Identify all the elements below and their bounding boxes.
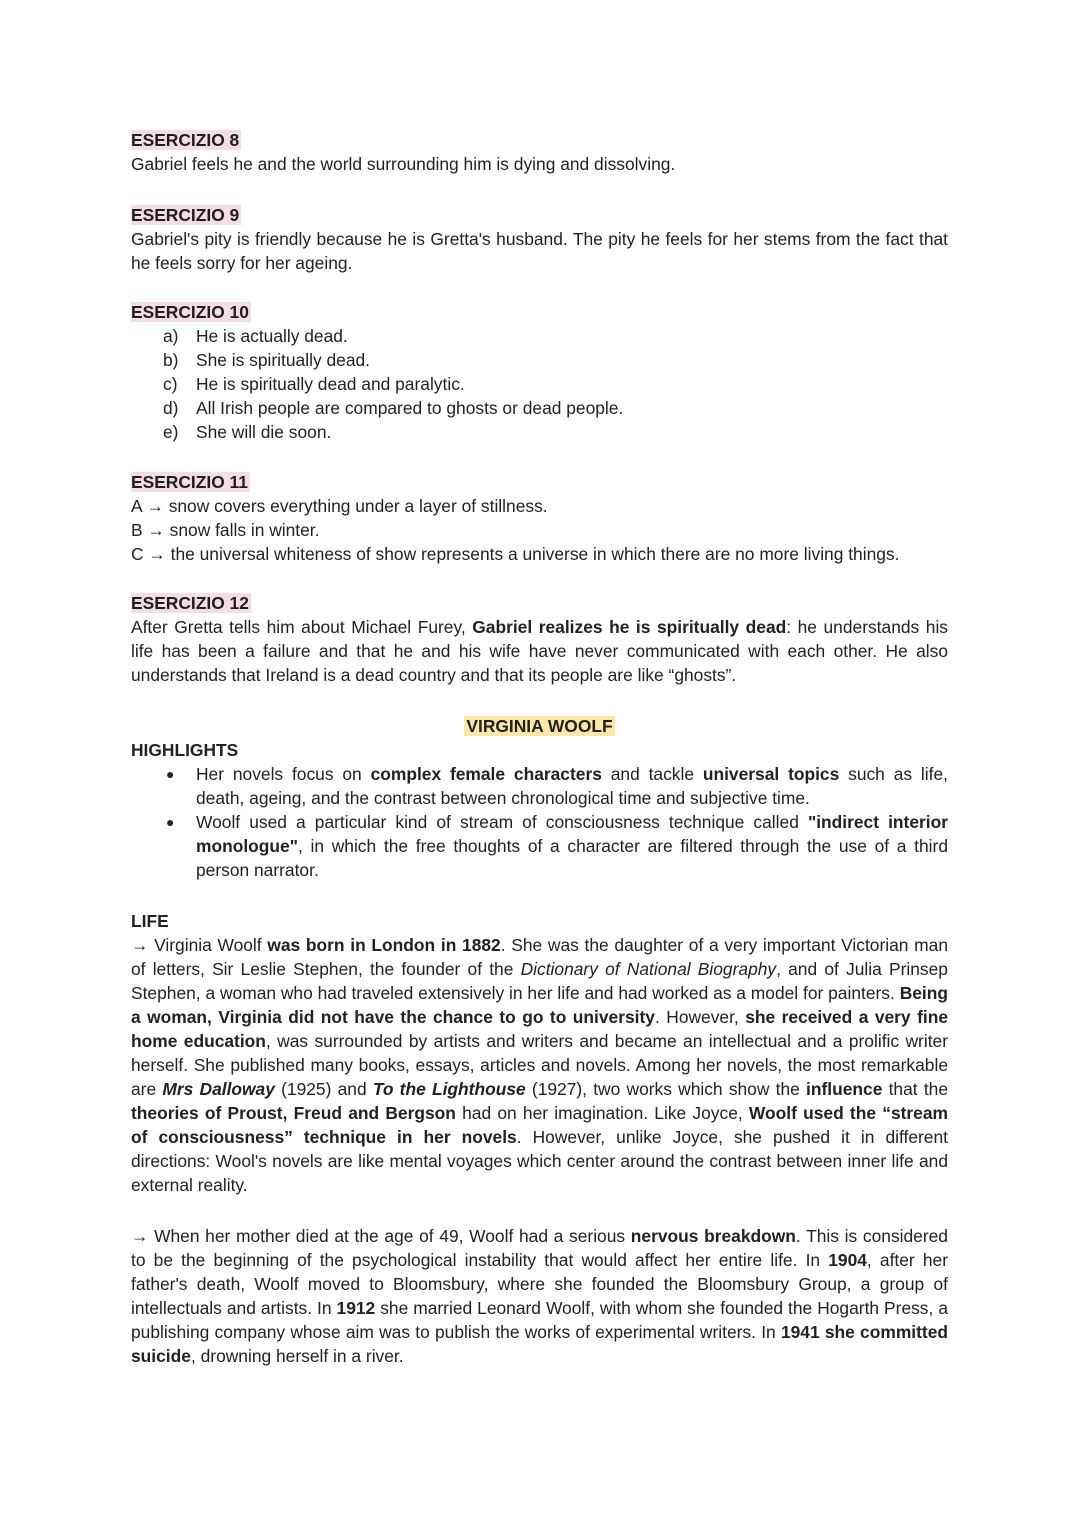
text-run: (1925) and: [274, 1079, 373, 1099]
text-run: and tackle: [601, 764, 703, 784]
exercise-9-heading: ESERCIZIO 9: [131, 205, 240, 225]
life-section: [131, 909, 948, 1368]
text-run: . However, unlike Joyce, she pushed it in different directions: Wool's novels are like mental voyages which center around the contrast between inner life and external reality.: [131, 1127, 948, 1195]
text-run: , and of Julia Prinsep Stephen, a woman who had traveled extensively in her life and had worked as a model for painters.: [131, 959, 948, 1003]
text-run-bold: Gabriel realizes he is spiritually dead: [472, 617, 787, 637]
text-run: she married Leonard Woolf, with whom she founded the Hogarth Press, a publishing company whose aim was to publish the works of experimental writers. In: [131, 1298, 948, 1342]
list-item: [131, 762, 948, 810]
text-run-italic: Dictionary of National Biography: [520, 959, 777, 979]
text-run: After Gretta tells him about Michael Furey,: [131, 617, 473, 637]
text-run-bold: nervous breakdown: [630, 1226, 796, 1246]
text-run: → Virginia Woolf: [131, 935, 268, 955]
exercise-10-heading: ESERCIZIO 10: [131, 302, 249, 322]
exercise-8-heading: ESERCIZIO 8: [131, 130, 240, 150]
bullet-icon: ●: [166, 814, 175, 830]
text-run: such as life, death, ageing, and the contrast between chronological time and subjective time.: [196, 764, 948, 808]
list-item-text: [196, 762, 948, 810]
text-run: (1927), two works which show the: [525, 1079, 807, 1099]
exercise-11-line-c: C → the universal whiteness of show represents a universe in which there are no more living things.: [131, 544, 900, 564]
text-run: , drowning herself in a river.: [190, 1346, 404, 1366]
text-run: Her novels focus on: [196, 764, 371, 784]
list-item-label: b): [163, 350, 179, 370]
text-run: : he understands his life has been a failure and that he and his wife have never communicated with each other. He also understands that Ireland is a dead country and that its people are like “ghosts”.: [131, 617, 949, 685]
text-run-bold: Woolf used the “stream of consciousness” technique in her novels: [131, 1103, 948, 1147]
exercise-8-text: Gabriel feels he and the world surrounding him is dying and dissolving.: [131, 154, 676, 174]
document-body: [131, 128, 948, 1368]
exercise-9: [131, 203, 948, 275]
text-run: Woolf used a particular kind of stream of consciousness technique called: [196, 812, 808, 832]
list-item: [163, 396, 948, 420]
text-run-bold: was born in London in 1882: [267, 935, 501, 955]
text-run-bold: Being a woman, Virginia did not have the chance to go to university: [131, 983, 948, 1027]
list-item-text: He is actually dead.: [196, 326, 348, 346]
list-item-label: c): [163, 374, 178, 394]
highlights-list: [131, 762, 948, 882]
list-item-text: [196, 810, 948, 882]
text-run: , in which the free thoughts of a character are filtered through the use of a third person narrator.: [196, 836, 948, 880]
exercise-11: [131, 470, 948, 566]
list-item-text: She is spiritually dead.: [196, 350, 370, 370]
life-paragraph-1: [131, 933, 948, 1197]
text-run-bold: complex female characters: [370, 764, 602, 784]
text-run-bold: 1941 she committed suicide: [131, 1322, 948, 1366]
exercise-10-list: [131, 324, 948, 444]
text-run-bold: theories of Proust, Freud and Bergson: [131, 1103, 456, 1123]
exercise-12: [131, 591, 948, 687]
text-run-bold: 1912: [336, 1298, 376, 1318]
text-run-bold: influence: [806, 1079, 883, 1099]
bullet-icon: ●: [166, 766, 175, 782]
text-run-bold: she received a very fine home education: [131, 1007, 948, 1051]
section-title: [131, 714, 948, 738]
text-run: had on her imagination. Like Joyce,: [455, 1103, 749, 1123]
exercise-12-text: [131, 615, 948, 687]
list-item: [163, 372, 948, 396]
list-item-text: He is spiritually dead and paralytic.: [196, 374, 465, 394]
exercise-12-heading: ESERCIZIO 12: [131, 593, 249, 613]
text-run-bold: "indirect interior monologue": [196, 812, 949, 856]
text-run: . She was the daughter of a very important Victorian man of letters, Sir Leslie Stephen, the founder of the: [131, 935, 949, 979]
list-item-text: She will die soon.: [196, 422, 332, 442]
list-item-label: a): [163, 326, 179, 346]
text-run: . However,: [654, 1007, 746, 1027]
list-item: [163, 324, 948, 348]
exercise-9-text: Gabriel's pity is friendly because he is Gretta's husband. The pity he feels for her stems from the fact that he feels sorry for her ageing.: [131, 229, 948, 273]
life-heading: LIFE: [131, 911, 169, 931]
text-run-bold-italic: To the Lighthouse: [372, 1079, 526, 1099]
text-run: , was surrounded by artists and writers and became an intellectual and a prolific writer herself. She published many books, essays, articles and novels. Among her novels, the most remarkable are: [131, 1031, 948, 1099]
text-run: , after her father's death, Woolf moved to Bloomsbury, where she founded the Bloomsbury Group, a group of intellectuals and artists. In: [131, 1250, 948, 1318]
exercise-11-heading: ESERCIZIO 11: [131, 472, 248, 492]
list-item: [163, 420, 948, 444]
text-run: → When her mother died at the age of 49, Woolf had a serious: [131, 1226, 631, 1246]
text-run-bold: 1904: [828, 1250, 867, 1270]
life-paragraph-2: [131, 1224, 948, 1368]
text-run-bold-italic: Mrs Dalloway: [162, 1079, 275, 1099]
exercise-11-line-a: A → snow covers everything under a layer of stillness.: [131, 496, 548, 516]
virginia-woolf-title: VIRGINIA WOOLF: [466, 716, 613, 736]
exercise-11-line-b: B → snow falls in winter.: [131, 520, 320, 540]
text-run: that the: [882, 1079, 948, 1099]
list-item: [131, 810, 948, 882]
highlights-heading: HIGHLIGHTS: [131, 740, 239, 760]
exercise-8: [131, 128, 948, 176]
list-item-label: d): [163, 398, 179, 418]
list-item: [163, 348, 948, 372]
text-run-bold: universal topics: [702, 764, 840, 784]
list-item-text: All Irish people are compared to ghosts or dead people.: [196, 398, 624, 418]
list-item-label: e): [163, 422, 179, 442]
exercise-10: [131, 300, 948, 444]
highlights-section: [131, 738, 948, 882]
text-run: . This is considered to be the beginning of the psychological instability that would affect her entire life. In: [131, 1226, 948, 1270]
